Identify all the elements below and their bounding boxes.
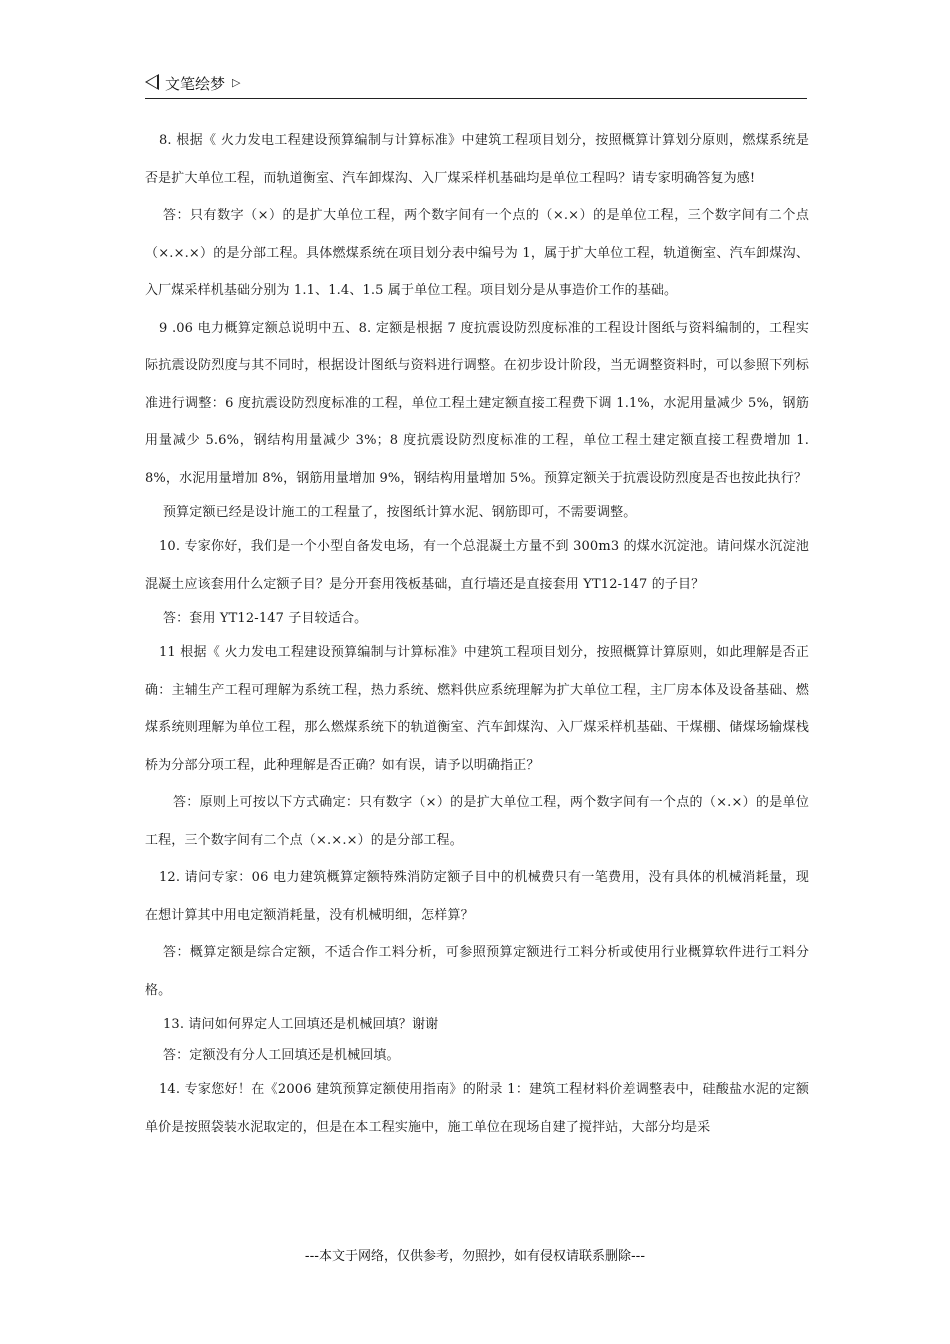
right-triangle-icon: ▷ [232,76,241,89]
document-body [145,122,809,1146]
answer-12: 答：概算定额是综合定额，不适合作工料分析，可参照预算定额进行工料分析或使用行业概算软件进行工料分格。 [145,945,809,998]
left-triangle-icon [145,74,159,90]
answer-9: 预算定额已经是设计施工的工程量了，按图纸计算水泥、钢筋即可，不需要调整。 [163,505,637,520]
answer-13: 答：定额没有分人工回填还是机械回填。 [163,1048,400,1063]
question-10: 10. 专家你好，我们是一个小型自备发电场，有一个总混凝土方量不到 300m3 的煤水沉淀池。请问煤水沉淀池混凝土应该套用什么定额子目？是分开套用筏板基础，直行墙还是直接套用 YT12-147 的子目？ [145,539,809,592]
answer-8: 答：只有数字（×）的是扩大单位工程，两个数字间有一个点的（×.×）的是单位工程，三个数字间有二个点（×.×.×）的是分部工程。具体燃煤系统在项目划分表中编号为 1，属于扩大单位工程，轨道衡室、汽车卸煤沟、入厂煤采样机基础分别为 1.1、1.4、1.5 属于单位工程。项目划分是从事造价工作的基础。 [145,208,809,298]
answer-10: 答：套用 YT12-147 子目较适合。 [163,611,368,626]
answer-11: 答：原则上可按以下方式确定：只有数字（×）的是扩大单位工程，两个数字间有一个点的（×.×）的是单位工程，三个数字间有二个点（×.×.×）的是分部工程。 [145,795,809,848]
question-13: 13. 请问如何界定人工回填还是机械回填？谢谢 [163,1017,439,1032]
question-12: 12. 请问专家：06 电力建筑概算定额特殊消防定额子目中的机械费只有一笔费用，没有具体的机械消耗量，现在想计算其中用电定额消耗量，没有机械明细，怎样算？ [145,870,809,923]
question-14: 14. 专家您好！在《2006 建筑预算定额使用指南》的附录 1：建筑工程材料价差调整表中，硅酸盐水泥的定额单价是按照袋装水泥取定的，但是在本工程实施中，施工单位在现场自建了搅拌站，大部分均是采 [145,1082,809,1135]
question-8: 8. 根据《 火力发电工程建设预算编制与计算标准》中建筑工程项目划分，按照概算计算划分原则，燃煤系统是否是扩大单位工程，而轨道衡室、汽车卸煤沟、入厂煤采样机基础均是单位工程吗？请专家明确答复为感! [145,133,809,186]
header-title: 文笔绘梦 [165,75,226,93]
question-9: 9 .06 电力概算定额总说明中五、8. 定额是根据 7 度抗震设防烈度标准的工程设计图纸与资料编制的，工程实际抗震设防烈度与其不同时，根据设计图纸与资料进行调整。在初步设计阶段，当无调整资料时，可以参照下列标准进行调整：6 度抗震设防烈度标准的工程，单位工程土建定额直接工程费下调 1.1%，水泥用量减少 5%，钢筋用量减少 5.6%，钢结构用量减少 3%；8 度抗震设防烈度标准的工程，单位工程土建定额直接工程费增加 1.8%，水泥用量增加 8%，钢筋用量增加 9%，钢结构用量增加 5%。预算定额关于抗震设防烈度是否也按此执行？ [145,320,809,486]
page-footer: ---本文于网络，仅供参考，勿照抄，如有侵权请联系删除--- [304,1249,646,1264]
page-header [145,72,807,99]
question-11: 11 根据《 火力发电工程建设预算编制与计算标准》中建筑工程项目划分，按照概算计算原则，如此理解是否正确：主辅生产工程可理解为系统工程，热力系统、燃料供应系统理解为扩大单位工程，主厂房本体及设备基础、燃煤系统则理解为单位工程，那么燃煤系统下的轨道衡室、汽车卸煤沟、入厂煤采样机基础、干煤棚、储煤场输煤栈桥为分部分项工程，此种理解是否正确？如有误，请予以明确指正？ [145,645,809,773]
